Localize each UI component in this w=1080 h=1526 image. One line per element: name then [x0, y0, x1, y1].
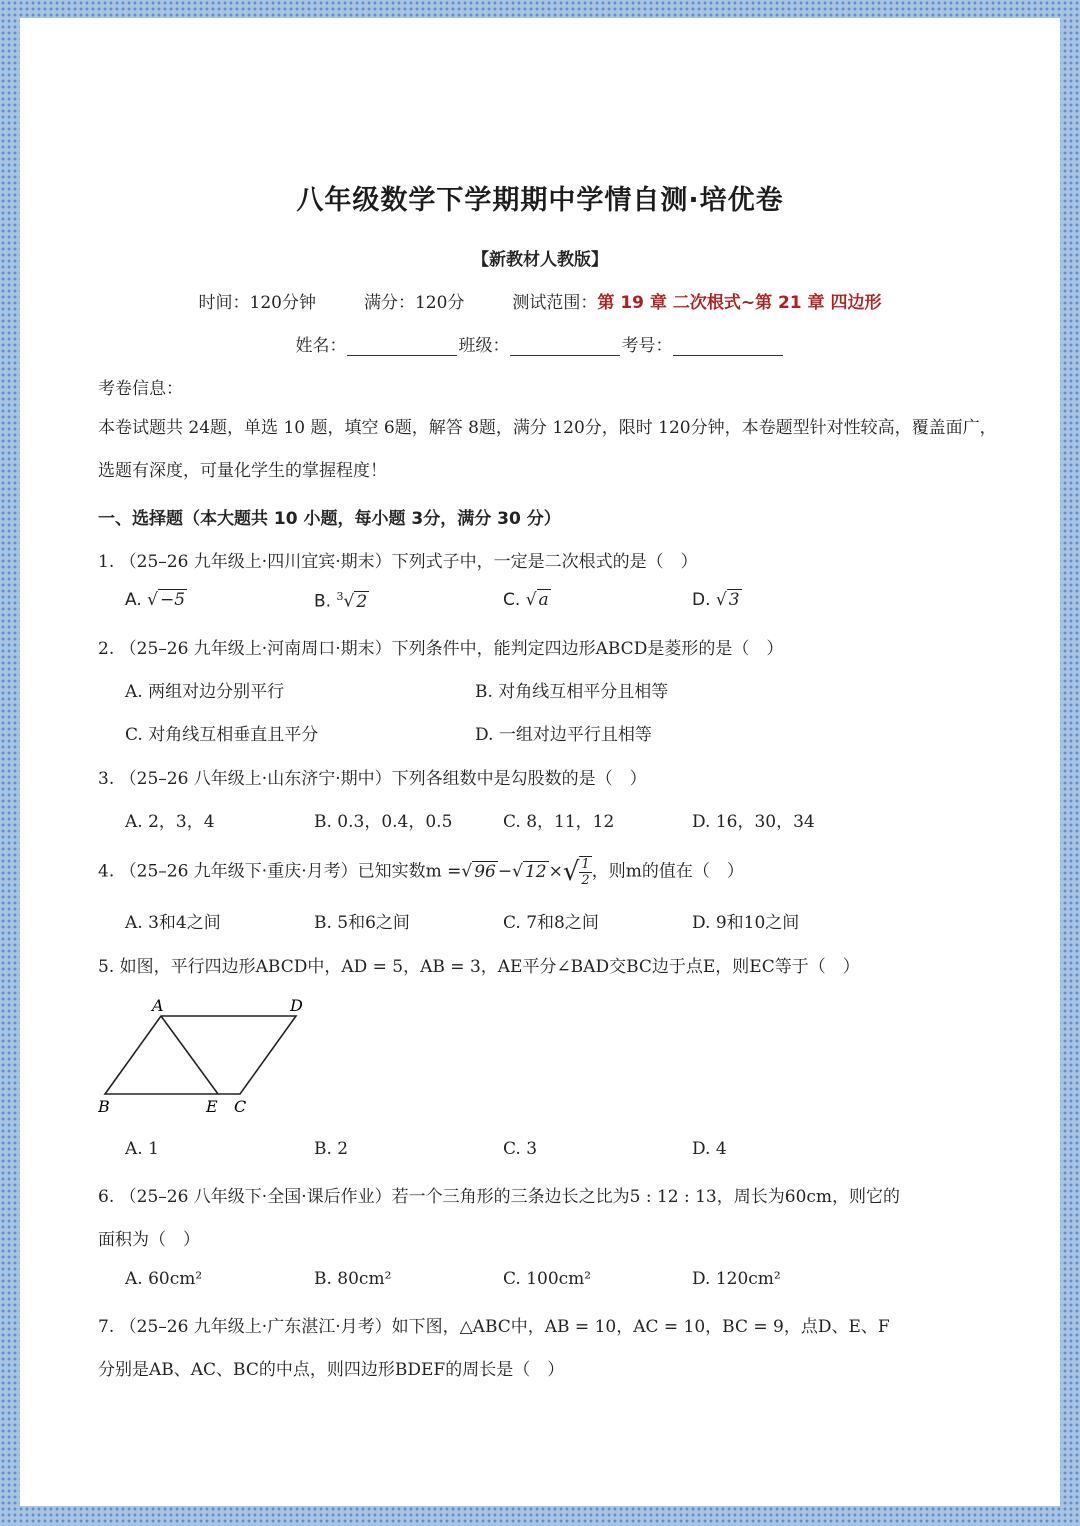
q4-option-c[interactable]: C. 7和8之间: [503, 913, 599, 933]
section-heading: 一、选择题（本大题共 10 小题，每小题 3分，满分 30 分）: [98, 509, 561, 529]
full-score-label: 满分：120分: [363, 293, 465, 313]
q4-frac-num: 1: [581, 857, 590, 872]
parallelogram-abcd: [105, 1016, 296, 1094]
label-c: C: [234, 1097, 247, 1116]
q4-frac-den: 2: [581, 873, 590, 888]
q3-option-d[interactable]: D. 16，30，34: [692, 812, 815, 832]
q4-radicand-2: 12: [524, 861, 547, 882]
question-7-line-1: 7. （25–26 九年级上·广东湛江·月考）如下图，△ABC中，AB = 10，AC = 10，BC = 9，点D、E、F: [98, 1317, 890, 1337]
question-2: 2. （25–26 九年级上·河南周口·期末）下列条件中，能判定四边形ABCD是菱形的是（ ）: [98, 639, 784, 659]
info-paragraph: [98, 407, 1008, 493]
q6-option-b[interactable]: B. 80cm²: [314, 1269, 392, 1289]
question-3: 3. （25–26 八年级上·山东济宁·期中）下列各组数中是勾股数的是（ ）: [98, 769, 647, 789]
q5-option-a[interactable]: A. 1: [125, 1139, 159, 1159]
q4-tail: ，则m的值在（ ）: [591, 861, 744, 882]
q2-option-c[interactable]: C. 对角线互相垂直且平分: [125, 725, 319, 745]
class-blank[interactable]: [510, 338, 620, 356]
option-label: A.: [125, 590, 142, 610]
student-info: [20, 331, 1060, 356]
question-6-line-2: 面积为（ ）: [98, 1230, 200, 1250]
parallelogram-figure: [98, 996, 338, 1116]
label-d: D: [290, 996, 303, 1015]
question-6-line-1: 6. （25–26 八年级下·全国·课后作业）若一个三角形的三条边长之比为5 : 12 : 13，周长为60cm，则它的: [98, 1187, 901, 1207]
option-label: C.: [503, 590, 521, 610]
q5-option-b[interactable]: B. 2: [314, 1139, 349, 1159]
q2-option-b[interactable]: B. 对角线互相平分且相等: [475, 682, 669, 702]
q3-option-b[interactable]: B. 0.3，0.4，0.5: [314, 812, 453, 832]
option-label: B.: [314, 591, 332, 612]
q2-option-d[interactable]: D. 一组对边平行且相等: [475, 725, 652, 745]
question-5: 5. 如图，平行四边形ABCD中，AD = 5，AB = 3，AE平分∠BAD交BC边于点E，则EC等于（ ）: [98, 957, 860, 977]
q1-d-radicand: 3: [728, 590, 740, 610]
range-value: 第 19 章 二次根式~第 21 章 四边形: [597, 293, 882, 313]
q4-lead: 4. （25–26 九年级下·重庆·月考）已知实数m =: [98, 861, 462, 882]
exam-meta: [20, 288, 1060, 313]
question-4: 4. （25–26 九年级下·重庆·月考）已知实数m =√ 96 −√ 12 ×√ $\frac{1}{2}$ ，则m的值在（ ）: [98, 857, 744, 888]
time-label: 时间：120分钟: [198, 293, 316, 313]
q2-option-a[interactable]: A. 两组对边分别平行: [125, 682, 285, 702]
info-heading: 考卷信息：: [98, 379, 183, 399]
question-7-line-2: 分别是AB、AC、BC的中点，则四边形BDEF的周长是（ ）: [98, 1360, 565, 1380]
q1-b-index: 3: [336, 590, 344, 603]
q4-fraction: [579, 856, 591, 888]
option-label: D.: [692, 590, 711, 610]
q5-option-c[interactable]: C. 3: [503, 1139, 538, 1159]
q4-option-b[interactable]: B. 5和6之间: [314, 913, 410, 933]
exam-page: [20, 18, 1060, 1506]
class-label: 班级：: [458, 336, 510, 356]
question-1: 1. （25–26 九年级上·四川宜宾·期末）下列式子中，一定是二次根式的是（ ）: [98, 552, 698, 572]
q1-a-radicand: −5: [159, 590, 186, 610]
exam-no-label: 考号：: [621, 336, 673, 356]
q4-option-a[interactable]: A. 3和4之间: [125, 913, 221, 933]
name-blank[interactable]: [347, 338, 457, 356]
q1-option-c[interactable]: C. √ a: [503, 590, 549, 610]
info-line-2: 选题有深度，可量化学生的掌握程度！: [98, 461, 387, 481]
q4-times: ×: [548, 861, 563, 882]
q6-option-d[interactable]: D. 120cm²: [692, 1269, 781, 1289]
edition-label: 【新教材人教版】: [472, 250, 608, 270]
q3-option-c[interactable]: C. 8，11，12: [503, 812, 615, 832]
q1-option-b[interactable]: B. $^3$√ 2: [314, 590, 368, 612]
q5-option-d[interactable]: D. 4: [692, 1139, 727, 1159]
exam-no-blank[interactable]: [673, 338, 783, 356]
q6-option-c[interactable]: C. 100cm²: [503, 1269, 592, 1289]
q1-c-radicand: a: [538, 590, 549, 610]
exam-title: 八年级数学下学期期中学情自测·培优卷: [296, 185, 784, 216]
q1-option-d[interactable]: D. √ 3: [692, 590, 740, 610]
segment-ae: [161, 1016, 218, 1094]
label-e: E: [206, 1097, 218, 1116]
q6-option-a[interactable]: A. 60cm²: [125, 1269, 203, 1289]
range-label: 测试范围：: [512, 293, 598, 313]
q3-option-a[interactable]: A. 2，3，4: [125, 812, 215, 832]
q4-option-d[interactable]: D. 9和10之间: [692, 913, 800, 933]
label-b: B: [98, 1097, 110, 1116]
name-label: 姓名：: [295, 336, 347, 356]
q4-minus: −: [497, 861, 513, 882]
q1-b-radicand: 2: [356, 591, 368, 612]
info-line-1: 本卷试题共 24题，单选 10 题，填空 6题，解答 8题，满分 120分，限时 120分钟，本卷题型针对性较高，覆盖面广，: [98, 418, 997, 438]
q1-option-a[interactable]: A. √ −5: [125, 590, 186, 610]
label-a: A: [152, 996, 164, 1015]
q4-radicand-1: 96: [474, 861, 496, 882]
